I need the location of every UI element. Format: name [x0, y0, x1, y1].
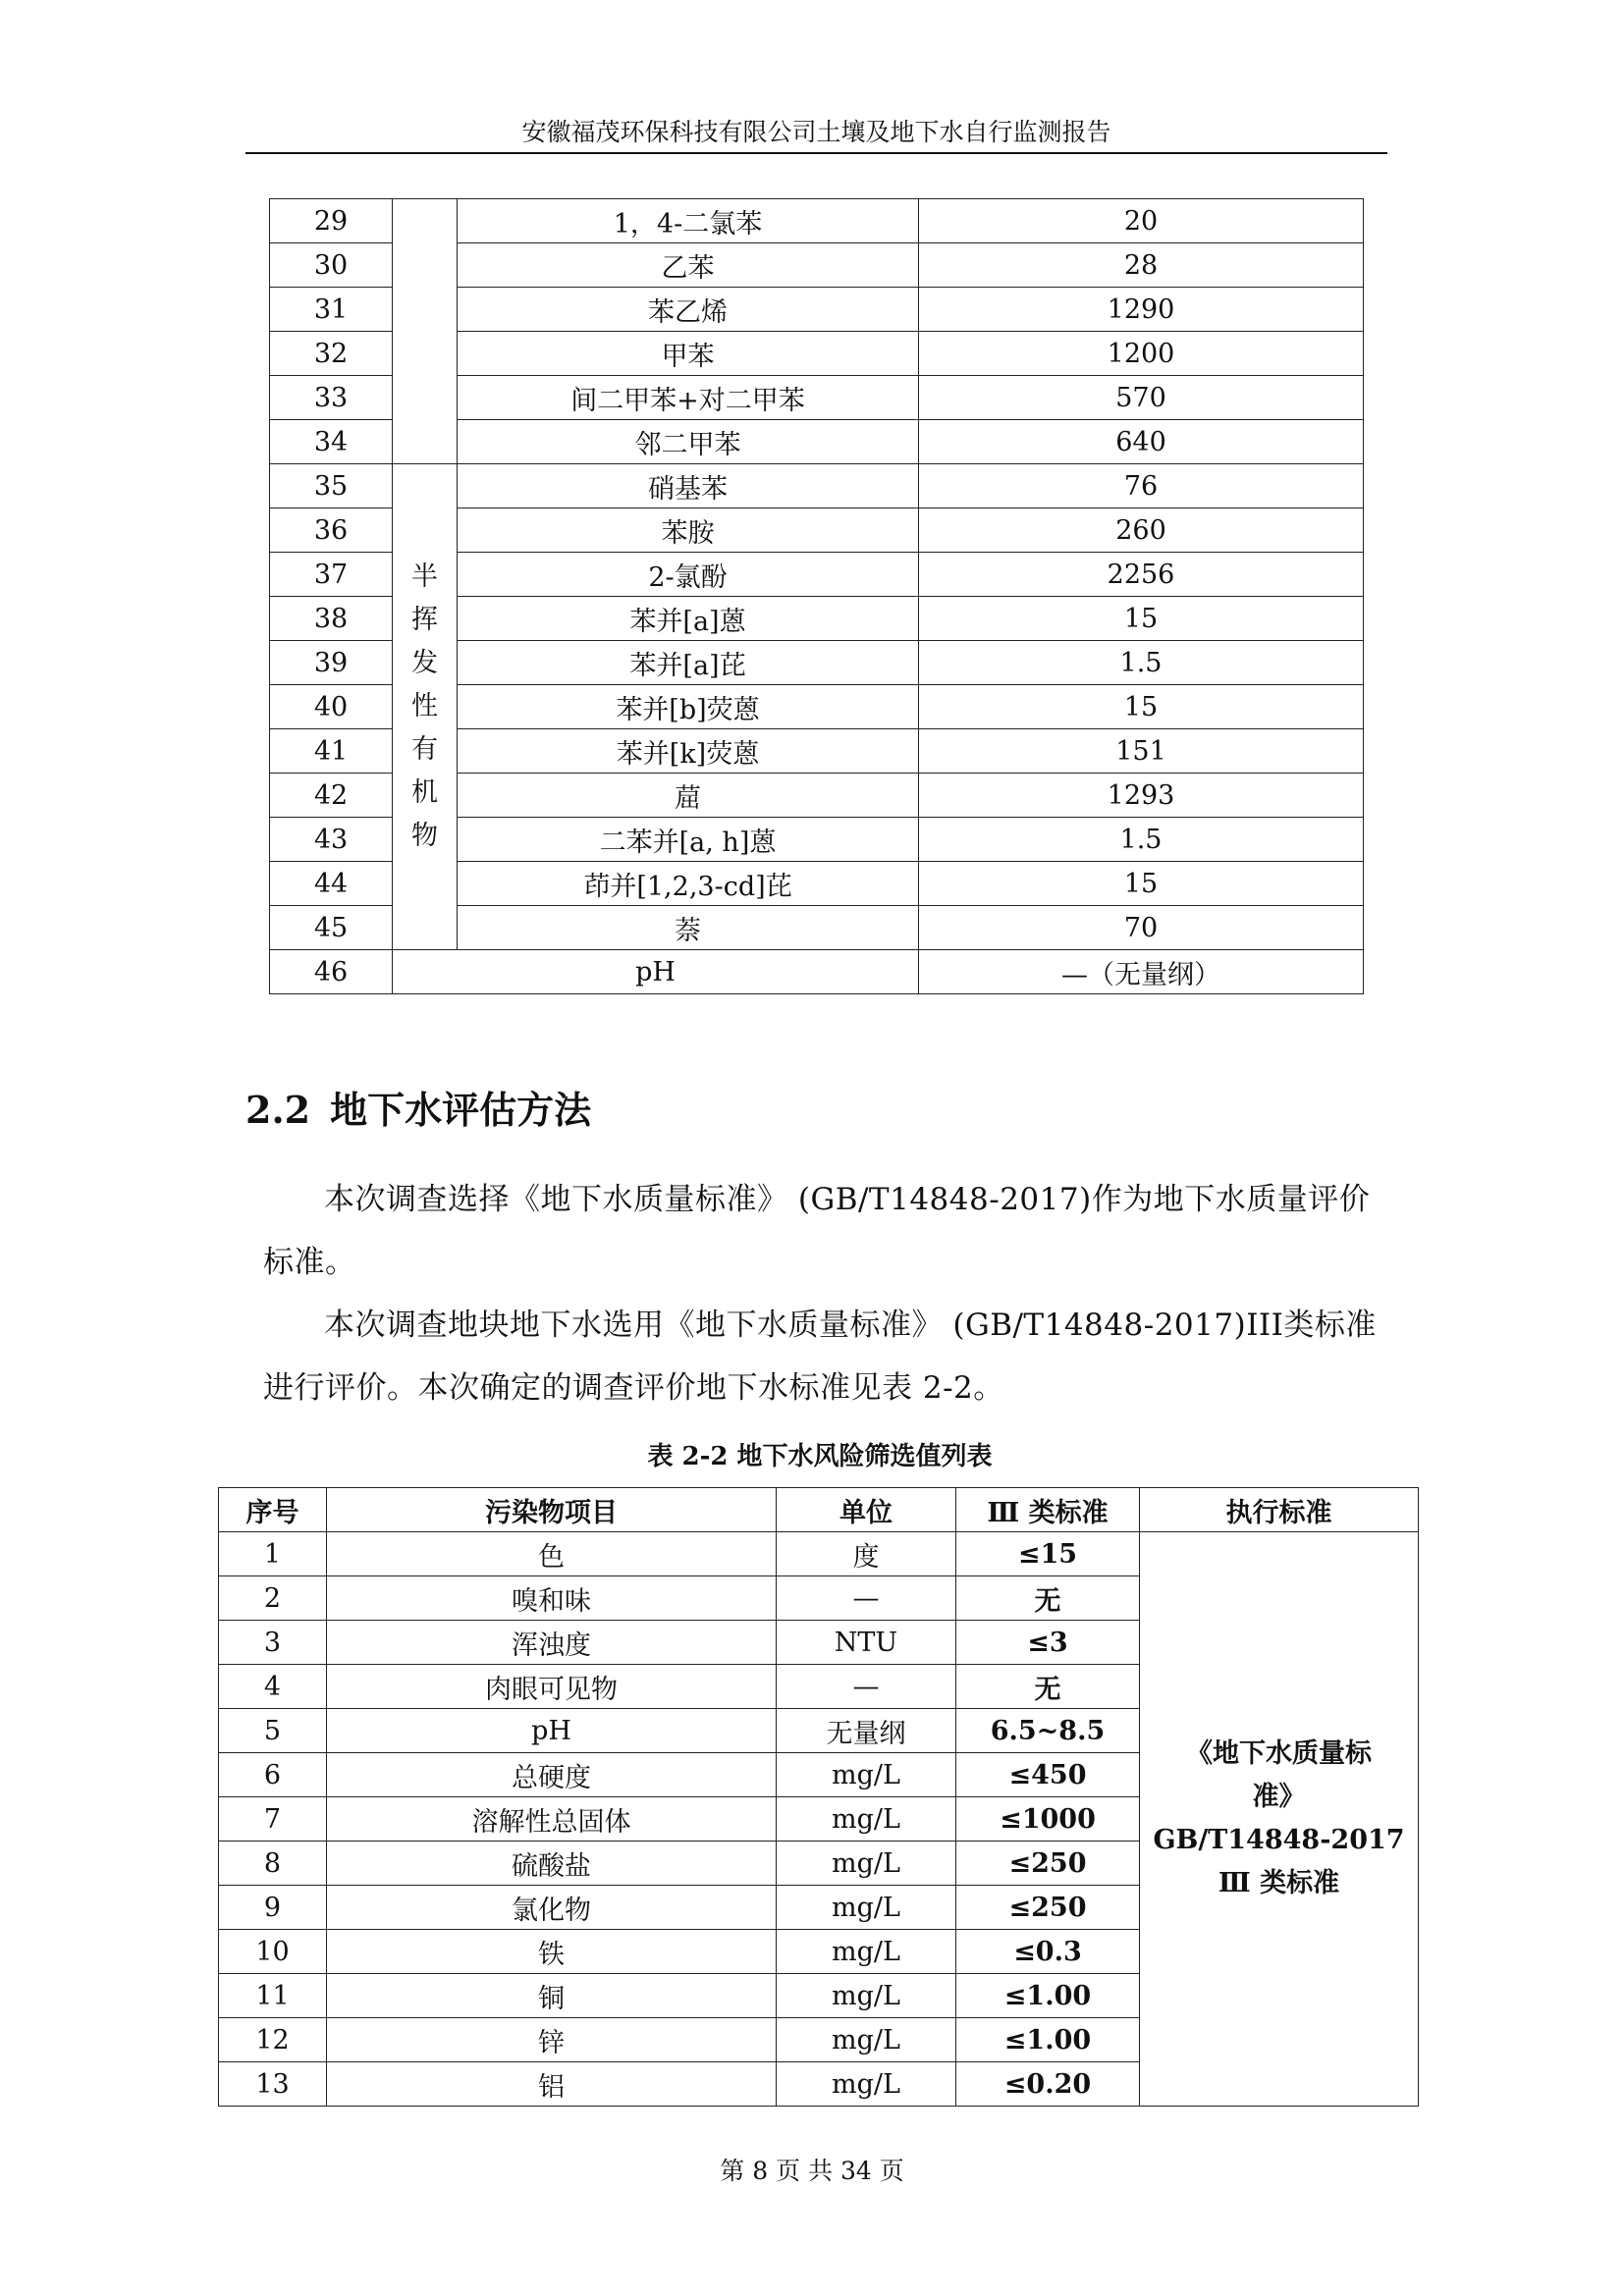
row-number: 11: [219, 1974, 327, 2018]
class-iii-limit: ≤1.00: [956, 1974, 1140, 2018]
table-row: [270, 199, 1364, 243]
group-label-char: 物: [411, 821, 438, 851]
pollutant-name: 肉眼可见物: [327, 1665, 777, 1709]
class-iii-limit: ≤15: [956, 1532, 1140, 1576]
row-number: 38: [270, 597, 393, 641]
unit: mg/L: [777, 1974, 956, 2018]
executive-standard-line: 准》: [1252, 1782, 1306, 1812]
group-label-char: 挥: [411, 605, 438, 635]
table-row: [270, 464, 1364, 508]
pollutant-name: pH: [327, 1709, 777, 1753]
class-iii-limit: ≤1000: [956, 1797, 1140, 1842]
unit: mg/L: [777, 1886, 956, 1930]
screening-value: 15: [919, 685, 1364, 729]
class-iii-limit: 6.5~8.5: [956, 1709, 1140, 1753]
row-number: 13: [219, 2062, 327, 2107]
row-number: 42: [270, 774, 393, 818]
row-number: 1: [219, 1532, 327, 1576]
pollutant-name: 锌: [327, 2018, 777, 2062]
unit: NTU: [777, 1621, 956, 1665]
pollutant-name: 乙苯: [458, 243, 919, 288]
group-label-char: 半: [411, 561, 438, 592]
group-label-char: 发: [411, 648, 438, 678]
row-number: 34: [270, 420, 393, 464]
class-iii-limit: ≤0.3: [956, 1930, 1140, 1974]
screening-value: 70: [919, 906, 1364, 950]
pollutant-name: 间二甲苯+对二甲苯: [458, 376, 919, 420]
row-number: 32: [270, 332, 393, 376]
group-label-char: 性: [411, 691, 438, 721]
paragraph-1: 本次调查选择《地下水质量标准》 (GB/T14848-2017)作为地下水质量评价标准。: [263, 1182, 1371, 1280]
row-number: 39: [270, 641, 393, 685]
pollutant-name: 嗅和味: [327, 1576, 777, 1621]
pollutant-name: 硝基苯: [458, 464, 919, 508]
screening-value: 15: [919, 862, 1364, 906]
unit: mg/L: [777, 1797, 956, 1842]
screening-value: 570: [919, 376, 1364, 420]
pollutant-name: 苯并[a]蒽: [458, 597, 919, 641]
pollutant-name: 苯并[k]荧蒽: [458, 729, 919, 774]
row-number: 4: [219, 1665, 327, 1709]
section-heading: [245, 1085, 591, 1136]
screening-value: —（无量纲）: [919, 950, 1364, 994]
header-divider: [245, 152, 1387, 154]
class-iii-limit: ≤250: [956, 1886, 1140, 1930]
class-iii-limit: ≤1.00: [956, 2018, 1140, 2062]
pollutant-name: 总硬度: [327, 1753, 777, 1797]
screening-value: 1.5: [919, 818, 1364, 862]
pollutant-name: 浑浊度: [327, 1621, 777, 1665]
pollutant-name: 萘: [458, 906, 919, 950]
row-number: 43: [270, 818, 393, 862]
row-number: 10: [219, 1930, 327, 1974]
pollutant-name: pH: [393, 950, 919, 994]
group-label-char: 机: [411, 777, 438, 808]
section-title: 地下水评估方法: [330, 1089, 592, 1132]
pollutant-name: 二苯并[a, h]蒽: [458, 818, 919, 862]
pollutant-name: 铜: [327, 1974, 777, 2018]
pollutant-name: 苯乙烯: [458, 288, 919, 332]
page-header: 安徽福茂环保科技有限公司土壤及地下水自行监测报告: [521, 118, 1111, 146]
table-row: [270, 950, 1364, 994]
row-number: 31: [270, 288, 393, 332]
row-number: 3: [219, 1621, 327, 1665]
row-number: 37: [270, 553, 393, 597]
pollutant-name: 氯化物: [327, 1886, 777, 1930]
screening-value: 1200: [919, 332, 1364, 376]
unit: mg/L: [777, 2062, 956, 2107]
row-number: 5: [219, 1709, 327, 1753]
unit: —: [777, 1576, 956, 1621]
screening-value: 1290: [919, 288, 1364, 332]
pollutant-name: 色: [327, 1532, 777, 1576]
pollutant-name: 甲苯: [458, 332, 919, 376]
pollutant-name: 苯并[b]荧蒽: [458, 685, 919, 729]
voc-svoc-table: [269, 198, 1364, 994]
row-number: 2: [219, 1576, 327, 1621]
column-header: 污染物项目: [327, 1488, 777, 1532]
pollutant-name: 茚并[1,2,3-cd]芘: [458, 862, 919, 906]
screening-value: 2256: [919, 553, 1364, 597]
class-iii-limit: ≤0.20: [956, 2062, 1140, 2107]
row-number: 33: [270, 376, 393, 420]
executive-standard-line: Ⅲ 类标准: [1218, 1868, 1340, 1898]
pollutant-name: 2-氯酚: [458, 553, 919, 597]
class-iii-limit: ≤3: [956, 1621, 1140, 1665]
table-header-row: [219, 1488, 1419, 1532]
unit: mg/L: [777, 1842, 956, 1886]
screening-value: 151: [919, 729, 1364, 774]
executive-standard: [1140, 1532, 1419, 2107]
screening-value: 20: [919, 199, 1364, 243]
unit: mg/L: [777, 1930, 956, 1974]
row-number: 12: [219, 2018, 327, 2062]
screening-value: 1.5: [919, 641, 1364, 685]
row-number: 41: [270, 729, 393, 774]
unit: mg/L: [777, 2018, 956, 2062]
row-number: 7: [219, 1797, 327, 1842]
row-number: 30: [270, 243, 393, 288]
pollutant-name: 苯胺: [458, 508, 919, 553]
screening-value: 640: [919, 420, 1364, 464]
pollutant-name: 硫酸盐: [327, 1842, 777, 1886]
pollutant-name: 铁: [327, 1930, 777, 1974]
pollutant-name: 铝: [327, 2062, 777, 2107]
row-number: 6: [219, 1753, 327, 1797]
row-number: 36: [270, 508, 393, 553]
row-number: 29: [270, 199, 393, 243]
row-number: 46: [270, 950, 393, 994]
row-number: 9: [219, 1886, 327, 1930]
row-number: 35: [270, 464, 393, 508]
groundwater-screening-table: [218, 1487, 1419, 2107]
group-cell-voc: [393, 199, 458, 464]
column-header: 单位: [777, 1488, 956, 1532]
paragraph-2: 本次调查地块地下水选用《地下水质量标准》 (GB/T14848-2017)III类标准进行评价。本次确定的调查评价地下水标准见表 2-2。: [263, 1308, 1377, 1406]
screening-value: 260: [919, 508, 1364, 553]
column-header: 序号: [219, 1488, 327, 1532]
pollutant-name: 苯并[a]芘: [458, 641, 919, 685]
page-footer: 第 8 页 共 34 页: [720, 2157, 904, 2185]
group-label-char: 有: [411, 734, 438, 765]
section-number: 2.2: [245, 1088, 311, 1132]
pollutant-name: 邻二甲苯: [458, 420, 919, 464]
row-number: 44: [270, 862, 393, 906]
table-row: [219, 1532, 1419, 1576]
pollutant-name: 䓛: [458, 774, 919, 818]
row-number: 45: [270, 906, 393, 950]
screening-value: 1293: [919, 774, 1364, 818]
class-iii-limit: 无: [956, 1576, 1140, 1621]
executive-standard-line: GB/T14848-2017: [1153, 1825, 1405, 1855]
executive-standard-line: 《地下水质量标: [1186, 1738, 1372, 1769]
column-header: 执行标准: [1140, 1488, 1419, 1532]
row-number: 40: [270, 685, 393, 729]
unit: —: [777, 1665, 956, 1709]
unit: mg/L: [777, 1753, 956, 1797]
unit: 度: [777, 1532, 956, 1576]
table-caption: 表 2-2 地下水风险筛选值列表: [647, 1442, 993, 1471]
row-number: 8: [219, 1842, 327, 1886]
unit: 无量纲: [777, 1709, 956, 1753]
class-iii-limit: 无: [956, 1665, 1140, 1709]
pollutant-name: 1，4-二氯苯: [458, 199, 919, 243]
screening-value: 76: [919, 464, 1364, 508]
screening-value: 28: [919, 243, 1364, 288]
group-cell-svoc: [393, 464, 458, 950]
screening-value: 15: [919, 597, 1364, 641]
pollutant-name: 溶解性总固体: [327, 1797, 777, 1842]
column-header: Ⅲ 类标准: [956, 1488, 1140, 1532]
class-iii-limit: ≤450: [956, 1753, 1140, 1797]
class-iii-limit: ≤250: [956, 1842, 1140, 1886]
